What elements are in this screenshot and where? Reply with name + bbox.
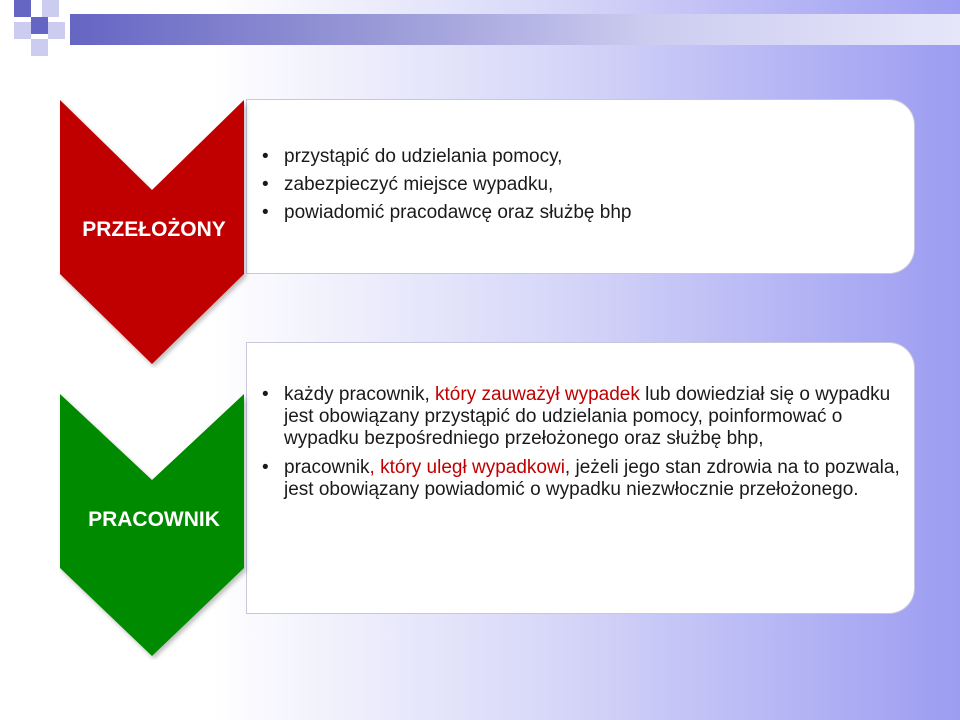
list-item [262, 384, 902, 450]
chevron-label: PRACOWNIK [88, 508, 220, 531]
bullet-text: lub dowiedział się o wypadku jest obowiązany przystąpić do udzielania pomocy, poinformować o wypadku bezpośredniego przełożonego oraz służbę bhp, [284, 384, 891, 449]
list-item [262, 457, 902, 501]
highlight-text: który zauważył wypadek [435, 384, 640, 405]
bullet-list-pracownik [262, 384, 902, 508]
chevron-pracownik [58, 392, 250, 660]
chevron-przelozony [58, 98, 250, 368]
list-item: • powiadomić pracodawcę oraz służbę bhp [262, 202, 892, 224]
bullet-list-przelozony [262, 146, 892, 230]
bullet-text: , jeżeli jego stan zdrowia na to pozwala, jest obowiązany powiadomić o wypadku niezwłocznie przełożonego. [284, 457, 900, 500]
bullet-text: pracownik [284, 457, 370, 478]
highlight-text: , który uległ wypadkowi [369, 457, 565, 478]
list-item: • zabezpieczyć miejsce wypadku, [262, 174, 892, 196]
decor-square [48, 22, 65, 39]
decor-square [31, 39, 48, 56]
chevron-label: PRZEŁOŻONY [82, 218, 226, 241]
decor-square [31, 17, 48, 34]
list-item: • przystąpić do udzielania pomocy, [262, 146, 892, 168]
decor-square [14, 22, 31, 39]
decor-square [14, 0, 31, 17]
header-bar [70, 14, 960, 45]
bullet-text: każdy pracownik, [284, 384, 436, 405]
decor-square [42, 0, 59, 17]
